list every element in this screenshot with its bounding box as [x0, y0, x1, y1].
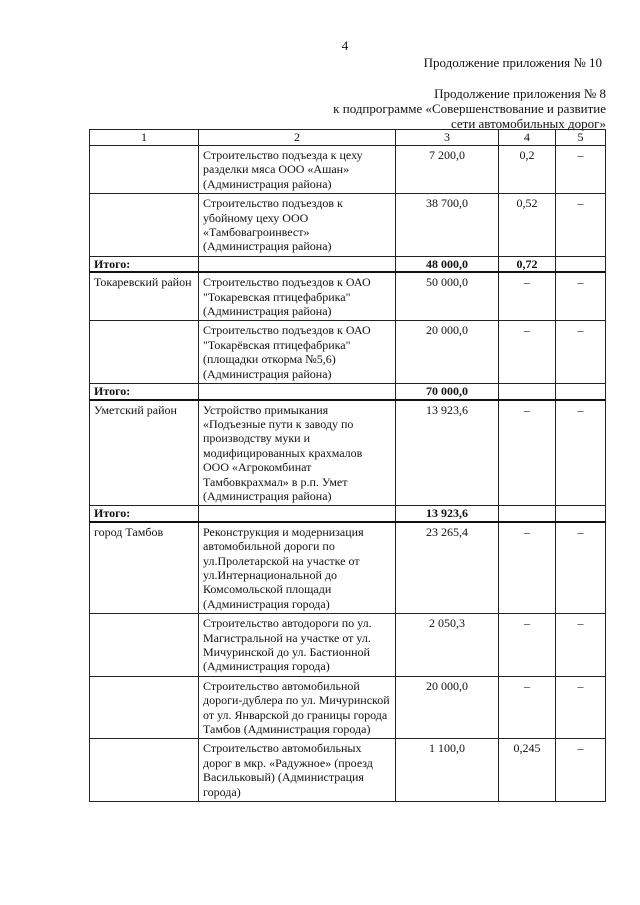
total-row	[90, 256, 606, 272]
description-cell: Строительство автомобильных дорог в мкр. «Радужное» (проезд Васильковый) (Администрация города)	[199, 739, 396, 802]
col4-cell: –	[499, 676, 556, 739]
column-header-row	[90, 130, 606, 146]
col5-cell: –	[556, 614, 606, 677]
amount-cell: 13 923,6	[396, 400, 499, 506]
description-cell: Строительство подъездов к ОАО "Токаревская птицефабрика" (Администрация района)	[199, 272, 396, 321]
col5-cell: –	[556, 272, 606, 321]
district-cell	[90, 194, 199, 257]
amount-cell: 23 265,4	[396, 522, 499, 614]
table-row	[90, 676, 606, 739]
col5-cell: –	[556, 739, 606, 802]
total-amount: 13 923,6	[396, 506, 499, 522]
table-row	[90, 614, 606, 677]
amount-cell: 7 200,0	[396, 146, 499, 194]
total-label: Итого:	[90, 506, 199, 522]
table-row	[90, 146, 606, 194]
roads-table	[89, 129, 606, 802]
col4-cell: –	[499, 272, 556, 321]
district-cell	[90, 739, 199, 802]
col4-cell: –	[499, 522, 556, 614]
total-row	[90, 384, 606, 400]
amount-cell: 2 050,3	[396, 614, 499, 677]
description-cell: Реконструкция и модернизация автомобильной дороги по ул.Пролетарской на участке от ул.Интернациональной до Комсомольской площади (Администрация города)	[199, 522, 396, 614]
total-amount: 70 000,0	[396, 384, 499, 400]
district-cell: Уметский район	[90, 400, 199, 506]
col5-cell: –	[556, 522, 606, 614]
table-row	[90, 272, 606, 321]
table-row	[90, 522, 606, 614]
appendix-10-continuation: Продолжение приложения № 10	[423, 55, 602, 70]
col4-cell: 0,52	[499, 194, 556, 257]
total-col5	[556, 506, 606, 522]
district-cell: город Тамбов	[90, 522, 199, 614]
col4-cell: 0,2	[499, 146, 556, 194]
total-empty-cell	[199, 506, 396, 522]
column-header: 4	[499, 130, 556, 146]
total-col4	[499, 384, 556, 400]
column-header: 1	[90, 130, 199, 146]
total-col5	[556, 256, 606, 272]
total-empty-cell	[199, 256, 396, 272]
description-cell: Устройство примыкания «Подъезные пути к заводу по производству муки и модифицированных крахмалов ООО «Агрокомбинат Тамбовкрахмал» в р.п. Умет (Администрация района)	[199, 400, 396, 506]
appendix-8-line1: Продолжение приложения № 8	[434, 86, 606, 101]
total-col4: 0,72	[499, 256, 556, 272]
amount-cell: 1 100,0	[396, 739, 499, 802]
amount-cell: 20 000,0	[396, 676, 499, 739]
col5-cell: –	[556, 146, 606, 194]
total-col4	[499, 506, 556, 522]
description-cell: Строительство подъездов к убойному цеху ООО «Тамбовагроинвест» (Администрация района)	[199, 194, 396, 257]
col5-cell: –	[556, 194, 606, 257]
description-cell: Строительство автодороги по ул. Магистральной на участке от ул. Мичуринской до ул. Бастионной (Администрация города)	[199, 614, 396, 677]
total-row	[90, 506, 606, 522]
table-row	[90, 739, 606, 802]
page-number: 4	[341, 38, 349, 53]
amount-cell: 20 000,0	[396, 321, 499, 384]
district-cell	[90, 614, 199, 677]
table-row	[90, 321, 606, 384]
table-row	[90, 400, 606, 506]
appendix-8-line2: к подпрограмме «Совершенствование и развитие	[333, 101, 606, 116]
appendix-8-continuation	[333, 86, 606, 131]
column-header: 2	[199, 130, 396, 146]
col5-cell: –	[556, 321, 606, 384]
description-cell: Строительство подъезда к цеху разделки мяса ООО «Ашан» (Администрация района)	[199, 146, 396, 194]
amount-cell: 50 000,0	[396, 272, 499, 321]
district-cell: Токаревский район	[90, 272, 199, 321]
col4-cell: –	[499, 400, 556, 506]
description-cell: Строительство подъездов к ОАО "Токарёвская птицефабрика" (площадки откорма №5,6) (Администрация района)	[199, 321, 396, 384]
col5-cell: –	[556, 676, 606, 739]
col5-cell: –	[556, 400, 606, 506]
description-cell: Строительство автомобильной дороги-дублера по ул. Мичуринской от ул. Январской до границы города Тамбов (Администрация города)	[199, 676, 396, 739]
total-col5	[556, 384, 606, 400]
col4-cell: –	[499, 321, 556, 384]
total-label: Итого:	[90, 256, 199, 272]
district-cell	[90, 146, 199, 194]
amount-cell: 38 700,0	[396, 194, 499, 257]
appendix-8-line3: сети автомобильных дорог»	[450, 116, 606, 131]
district-cell	[90, 321, 199, 384]
column-header: 3	[396, 130, 499, 146]
district-cell	[90, 676, 199, 739]
table-row	[90, 194, 606, 257]
column-header: 5	[556, 130, 606, 146]
total-empty-cell	[199, 384, 396, 400]
total-amount: 48 000,0	[396, 256, 499, 272]
col4-cell: –	[499, 614, 556, 677]
total-label: Итого:	[90, 384, 199, 400]
col4-cell: 0,245	[499, 739, 556, 802]
